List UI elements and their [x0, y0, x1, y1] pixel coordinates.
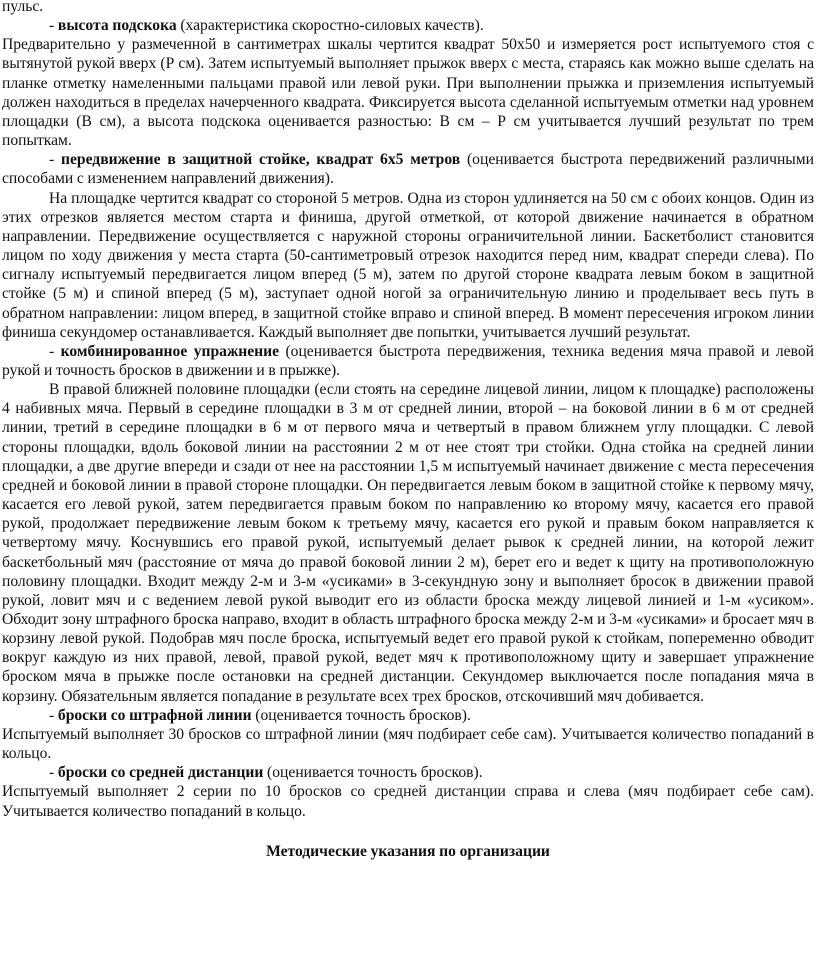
- desc-defensive-stance: (оценивается быстрота передвижений различными способами с изменением направлений движения).: [2, 151, 814, 188]
- item-combined-exercise: [2, 342, 814, 380]
- paragraph-jump-height: [2, 35, 814, 150]
- text-free-throws: Испытуемый выполняет 30 бросков со штрафной линии (мяч подбирает себе сам). Учитывается количество попаданий в кольцо.: [2, 725, 814, 763]
- desc-combined-exercise: (оценивается быстрота передвижения, техника ведения мяча правой и левой рукой и точность бросков в движении и в прыжке).: [2, 342, 814, 379]
- paragraph-defensive-stance: [2, 189, 814, 342]
- desc-free-throws: (оценивается точность бросков).: [251, 706, 471, 724]
- section-heading: Методические указания по организации: [266, 842, 550, 860]
- paragraph-combined-exercise: [2, 380, 814, 706]
- term-mid-range: броски со средней дистанции: [57, 764, 264, 782]
- desc-mid-range: (оценивается точность бросков).: [263, 764, 483, 782]
- term-jump-height: высота подскока: [57, 17, 177, 35]
- paragraph-free-throws: [2, 725, 814, 763]
- dash: -: [49, 342, 61, 360]
- text-defensive-stance: На площадке чертится квадрат со стороной 5 метров. Одна из сторон удлиняется на 50 см с обоих концов. Один из этих отрезков является местом старта и финиша, другой отметкой, от которой движение начинается в обратном направлении. Передвижение осуществляется с наружной стороны ограничительной линии. Баскетболист становится лицом по ходу движения у места старта (50-сантиметровый отрезок находится перед ним, квадрат спереди слева). По сигналу испытуемый передвигается лицом вперед (5 м), затем по другой стороне квадрата левым боком в защитной стойке (5 м) и спиной вперед (5 м), заступает одной ногой за ограничительную линию и проделывает весь путь в обратном направлении: лицом вперед, в защитной стойке вправо и спиной вперед. В момент пересечения игроком линии финиша секундомер останавливается. Каждый выполняет две попытки, учитывается лучший результат.: [2, 189, 814, 341]
- text-combined-exercise: В правой ближней половине площадки (если стоять на середине лицевой линии, лицом к площадке) расположены 4 набивных мяча. Первый в середине площадки в 3 м от средней линии, второй – на боковой линии в 6 м от средней линии, третий в середине площадки в 6 м от первого мяча и четвертый в правом ближнем углу площадки. С левой стороны площадки, вдоль боковой линии на расстоянии 2 м от нее стоят три стойки. Одна стойка на средней линии площадки, а две другие впереди и сзади от нее на расстоянии 1,5 м испытуемый начинает движение с места пересечения средней и боковой линии в правой стороне площадки. Он передвигается левым боком в защитной стойке к первому мячу, касается его левой рукой, затем передвигается правым боком по направлению ко второму мячу, касается его правой рукой, продолжает передвижение левым боком к третьему мячу, касается его рукой и правым боком направляется к четвертому мячу. Коснувшись его правой рукой, испытуемый делает рывок к средней линии, на которой лежит баскетбольный мяч (расстояние от мяча до правой боковой линии 2 м), берет его и ведет к щиту на противоположную половину площадки. Входит между 2-м и 3-м «усиками» в 3-секундную зону и выполняет бросок в движении правой рукой, ловит мяч и с ведением левой рукой выводит его из области броска между лицевой линией и 1-м «усиком». Обходит зону штрафного броска направо, входит в область штрафного броска между 2-м и 3-м «усиками» и бросает мяч в корзину левой рукой. Подобрав мяч после броска, испытуемый ведет его правой рукой к стойкам, попеременно обводит вокруг каждую из них правой, левой, правой рукой, ведет мяч к противоположному щиту и завершает упражнение броском мяча в прыжке после остановки на средней дистанции. Секундомер выключается после попадания мяча в корзину. Обязательным является попадание в результате всех трех бросков, отскочивший мяч добивается.: [2, 381, 814, 705]
- desc-jump-height: (характеристика скоростно-силовых качеств).: [176, 17, 484, 35]
- text-pulse: пульс.: [2, 0, 44, 15]
- dash: -: [49, 151, 62, 169]
- item-free-throws: [2, 706, 814, 725]
- dash: -: [49, 706, 58, 724]
- term-free-throws: броски со штрафной линии: [57, 706, 252, 724]
- paragraph-mid-range: [2, 782, 814, 820]
- dash: -: [49, 17, 58, 35]
- paragraph-pulse: [2, 0, 814, 16]
- term-defensive-stance: передвижение в защитной стойке, квадрат 6х5 метров: [61, 151, 461, 169]
- text-mid-range: Испытуемый выполняет 2 серии по 10 бросков со средней дистанции справа и слева (мяч подбирает себе сам). Учитывается количество попаданий в кольцо.: [2, 783, 814, 820]
- item-mid-range: [2, 763, 814, 782]
- dash: -: [49, 764, 58, 782]
- term-combined-exercise: комбинированное упражнение: [60, 342, 280, 360]
- item-jump-height: [2, 16, 814, 35]
- item-defensive-stance: [2, 150, 814, 188]
- text-jump-height: Предварительно у размеченной в сантиметрах шкалы чертится квадрат 50х50 и измеряется рост испытуемого стоя с вытянутой рукой вверх (Р см). Затем испытуемый выполняет прыжок вверх с места, стараясь как можно выше сделать на планке отметку намеленными пальцами правой или левой руки. При выполнении прыжка и приземления испытуемый должен находиться в пределах начерченного квадрата. Фиксируется высота сделанной испытуемым отметки над уровнем площадки (В см), а высота подскока оценивается разностью: В см – Р см учитывается лучший результат по трем попыткам.: [2, 36, 814, 150]
